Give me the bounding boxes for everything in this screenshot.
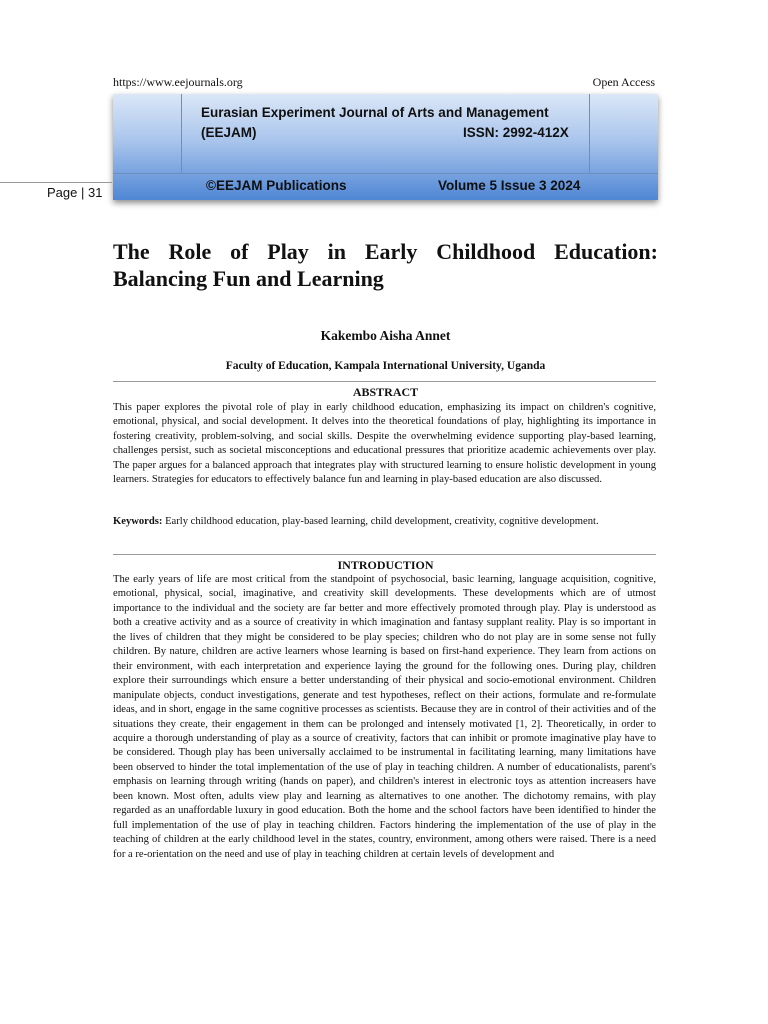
introduction-top-rule (113, 554, 656, 555)
banner-divider-bottom (113, 173, 658, 174)
keywords (113, 515, 656, 529)
journal-name: Eurasian Experiment Journal of Arts and Management (201, 105, 549, 120)
journal-url: https://www.eejournals.org (113, 75, 243, 89)
introduction-text: The early years of life are most critical from the standpoint of psychosocial, basic learning, language acquisition, cognitive, emotional, physical, social, imaginative, and creativity skill developments. These developments which are of utmost importance to the individual and the society are far better and more effectively promoted through play. Play is understood as both a creative activity and as a source of creativity in which imagination and fantasy supplant reality. Play is so important in the lives of children that they might be considered to be play species; children who do not play are in some sense not fully children. By nature, children are active learners whose learning is based on first-hand experience. They learn from actions on their environment, with each interpretation and experience laying the ground for the following ones. During play, children explore their surroundings which ensure a better understanding of their physical and socio-emotional environment. Children manipulate objects, conduct investigations, generate and test hypotheses, reflect on their actions, formulate and re-formulate ideas, and in short, engage in the same cognitive processes as scientists. Because they are in control of their activities and of the situations they create, their engagement in them can be prolonged and intensely motivated [1, 2]. Theoretically, in order to acquire a thorough understanding of play as a source of creativity, factors that can inhibit or promote imaginative play have to be considered. Though play has been universally acclaimed to be instrumental in facilitating learning, many limitations have been observed to hinder the total implementation of the use of play in teaching children. A number of educationalists, parent's emphasis on learning through writing (hands on paper), and children's interest in electronic toys as attention increasers have been known. Most often, adults view play and learning as alternatives to one another. The dichotomy remains, with play regarded as an unaffordable luxury in good education. Both the home and the school factors have been identified to hinder the full implementation of the use of play in teaching children. Factors hindering the implementation of the use of play in the teaching of children at the early childhood level in the states, country, environment, among others were raised. There is a need for a re-orientation on the need and use of play in teaching children at certain levels of development and (113, 574, 656, 860)
journal-volume: Volume 5 Issue 3 2024 (438, 178, 581, 193)
abstract-top-rule (113, 381, 656, 382)
banner-divider-left (181, 94, 182, 174)
journal-issn: ISSN: 2992-412X (463, 125, 569, 140)
article-title: The Role of Play in Early Childhood Education: Balancing Fun and Learning (113, 239, 658, 291)
page-number-rule (0, 182, 112, 183)
page-number: Page | 31 (47, 185, 103, 200)
keywords-list: Early childhood education, play-based learning, child development, creativity, cognitive development. (162, 516, 599, 527)
journal-publisher: ©EEJAM Publications (206, 178, 347, 193)
abstract-text: This paper explores the pivotal role of play in early childhood education, emphasizing its impact on children's cognitive, emotional, physical, and social development. It delves into the theoretical foundations of play, highlighting its importance in fostering creativity, problem-solving, and social skills. Despite the overwhelming evidence supporting play-based learning, challenges persist, such as societal misconceptions and educational pressures that prioritize academic achievements over play. The paper argues for a balanced approach that integrates play with structured learning to ensure holistic development in young learners. Strategies for educators to effectively balance fun and learning in play-based education are also discussed. (113, 402, 656, 486)
abstract-heading: ABSTRACT (352, 385, 419, 399)
journal-banner (113, 94, 658, 200)
author-affiliation: Faculty of Education, Kampala International University, Uganda (225, 360, 546, 372)
keywords-label: Keywords: (113, 516, 163, 527)
banner-divider-right (589, 94, 590, 174)
article-author: Kakembo Aisha Annet (320, 328, 451, 343)
journal-abbrev: (EEJAM) (201, 125, 257, 140)
introduction-heading: INTRODUCTION (337, 558, 434, 572)
open-access-label: Open Access (592, 75, 655, 89)
